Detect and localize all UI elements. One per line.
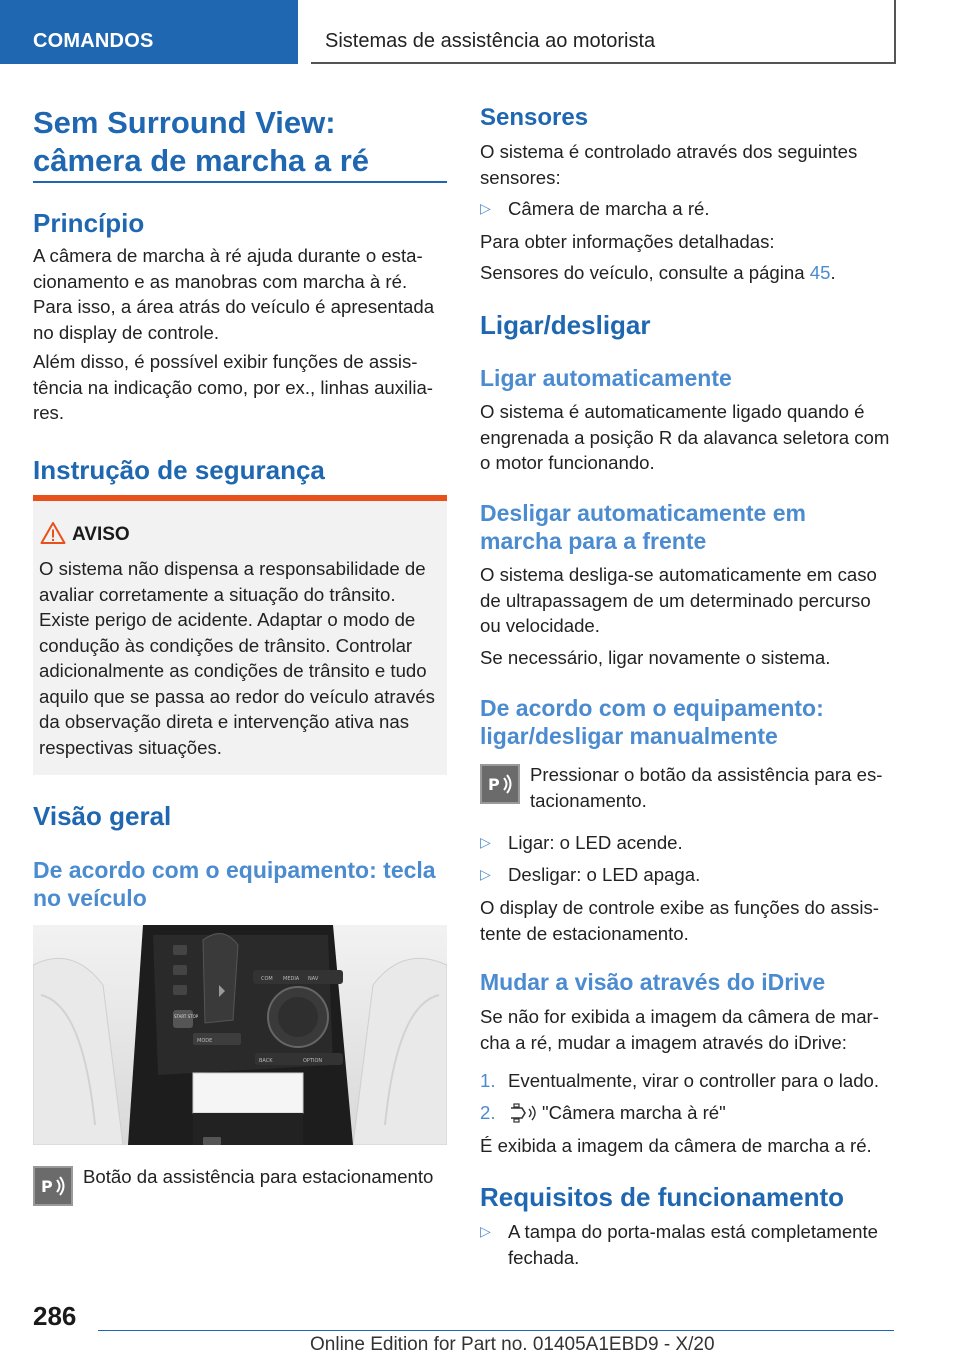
manual-instruction: Pressionar o botão da assistência para es- tacionamento.: [530, 764, 883, 811]
desligar-auto-paragraph: O sistema desliga-se automaticamente em caso de ultrapassagem de um determinado percurso ou velocidade.: [480, 564, 877, 636]
page-title: Sem Surround View: câmera de marcha a ré: [33, 105, 370, 178]
sensores-paragraph: O sistema é controlado através dos seguintes sensores:: [480, 141, 858, 188]
park-assist-icon: [33, 1166, 73, 1206]
park-assist-caption: Botão da assistência para estacionamento: [83, 1166, 434, 1187]
heading-ligar-desligar: Ligar/desligar: [480, 310, 651, 340]
console-label-mode: MODE: [197, 1038, 213, 1044]
heading-visao-geral: Visão geral: [33, 801, 172, 831]
header-section-label: COMANDOS: [33, 30, 154, 52]
page-number: 286: [33, 1301, 77, 1331]
rear-camera-icon: [508, 1102, 540, 1124]
center-console-illustration: [33, 925, 447, 1145]
subheading-ligar-manualmente: De acordo com o equipamento: ligar/desligar manualmente: [480, 695, 824, 749]
console-label-back: BACK: [259, 1058, 273, 1064]
console-label-media: MEDIA: [283, 976, 300, 982]
sensores-info: Para obter informações detalhadas:: [480, 231, 775, 252]
svg-text:P: P: [41, 1177, 53, 1196]
subheading-ligar-automaticamente: Ligar automaticamente: [480, 365, 732, 391]
header-chapter-label: Sistemas de assistência ao motorista: [325, 30, 656, 52]
manual-display-paragraph: O display de controle exibe as funções do assis- tente de estacionamento.: [480, 897, 879, 944]
subheading-tecla-veiculo: De acordo com o equipamento: tecla no veículo: [33, 857, 436, 911]
heading-principio: Princípio: [33, 208, 145, 238]
warning-text: O sistema não dispensa a responsabilidade de avaliar corretamente a situação do trânsito. Existe perigo de acidente. Adaptar o modo de condução às condições de trânsito. Controlar adicionalmente as condições de trânsito e tudo aquilo que se passa ao redor do veículo através da observação direta e intervenção ativa nas respectivas situações.: [39, 558, 435, 758]
svg-text:P: P: [488, 775, 500, 794]
warning-triangle-icon: [40, 521, 66, 545]
console-label-option: OPTION: [303, 1058, 323, 1064]
mudar-paragraph: Se não for exibida a imagem da câmera de mar- cha a ré, mudar a imagem através do iDrive:: [480, 1006, 879, 1053]
desligar-auto-note: Se necessário, ligar novamente o sistema.: [480, 647, 831, 668]
header-chapter-box: [311, 0, 896, 64]
subheading-mudar-visao: Mudar a visão através do iDrive: [480, 969, 826, 995]
sensores-page-reference: Sensores do veículo, consulte a página 45.: [480, 262, 836, 283]
center-console-photo: [33, 925, 447, 1145]
mudar-result: É exibida a imagem da câmera de marcha a ré.: [480, 1135, 872, 1156]
principio-paragraph-1: A câmera de marcha à ré ajuda durante o esta- cionamento e as manobras com marcha à ré. Para isso, a área atrás do veículo é apresentada no display de controle.: [33, 245, 435, 343]
footer-rule: [98, 1330, 894, 1331]
console-label-start-stop: START STOP: [174, 1014, 199, 1019]
console-label-nav: NAV: [308, 976, 319, 982]
console-label-com: COM: [261, 976, 273, 982]
subheading-desligar-automaticamente: Desligar automaticamente em marcha para a frente: [480, 500, 806, 554]
park-assist-icon-2: [480, 764, 520, 804]
page-link[interactable]: 45: [809, 262, 831, 283]
footer-edition: Online Edition for Part no. 01405A1EBD9 - X/20: [310, 1334, 715, 1355]
title-underline: [33, 181, 447, 183]
heading-requisitos: Requisitos de funcionamento: [480, 1182, 845, 1212]
header-section-tab: [0, 0, 298, 64]
principio-paragraph-2: Além disso, é possível exibir funções de assis- tência na indicação como, por ex., linhas auxilia- res.: [33, 351, 433, 423]
warning-title: AVISO: [72, 524, 130, 545]
ligar-auto-paragraph: O sistema é automaticamente ligado quando é engrenada a posição R da alavanca seletora com o motor funcionando.: [480, 401, 890, 473]
heading-seguranca: Instrução de segurança: [33, 455, 325, 485]
heading-sensores: Sensores: [480, 104, 589, 131]
